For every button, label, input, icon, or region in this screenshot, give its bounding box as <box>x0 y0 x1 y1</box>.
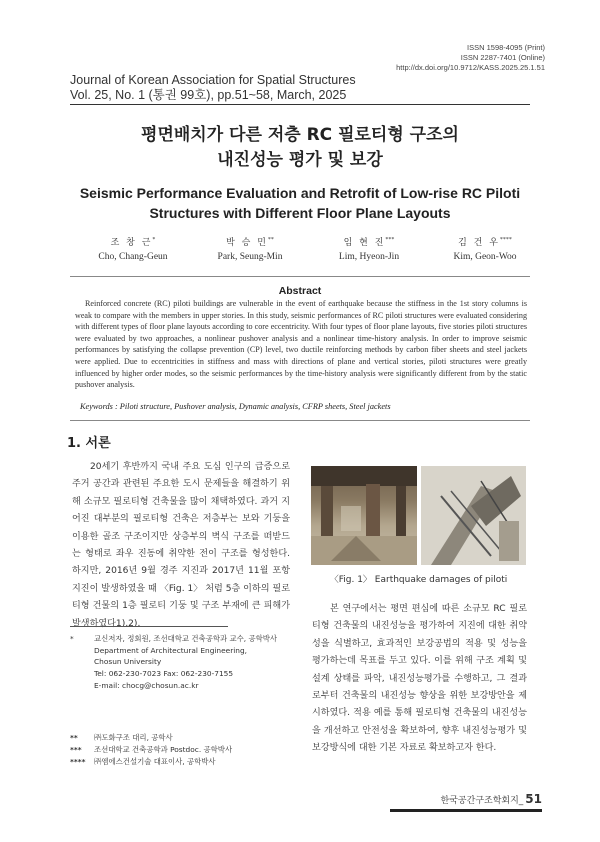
footnote-corresponding <box>70 633 295 692</box>
footnote-mark-4: **** <box>70 757 86 766</box>
author-2-kr: 박 승 민 <box>226 238 268 249</box>
abstract-rule-top <box>70 276 530 277</box>
abstract-text: Reinforced concrete (RC) piloti buildings are vulnerable in the event of earthquake because the stiffness in the 1st story columns is weak to compare with the members in upper stories. In this study, seismic performances of RC piloti structures were evaluated considering with different types of floor plane layouts according to core eccentricity. With four types of floor plane layouts, five stories piloti structures were evaluated by two approaches, a nonlinear pushover analysis and a nonlinear time-history analysis. In order to improve seismic performances by satisfying the collapse prevention (CP) level, two ductile reinforcing methods by carbon fiber sheets and steel jackets were applied. Due to eccentricities in stiffness and mass with directions of plane and vertical stories, piloti structures were greatly influenced by higher order modes, so the seismic performances by the time-history analysis were significantly different from by the static pushover analysis. <box>75 299 527 390</box>
issn-print: ISSN 1598-4095 (Print) <box>467 43 545 52</box>
volume-line: Vol. 25, No. 1 (통권 99호), pp.51~58, March, 2025 <box>70 88 347 102</box>
intro-paragraph-left <box>72 459 290 633</box>
footnote-tel: Tel: 062-230-7023 Fax: 062-230-7155 <box>94 669 234 679</box>
abstract-rule-bottom <box>70 420 530 421</box>
footer-journal: 한국공간구조학회지_ <box>440 796 524 806</box>
footnote-mark-3: *** <box>70 745 82 754</box>
author-3-mark: *** <box>385 237 395 243</box>
author-1-kr: 조 창 근 <box>110 238 153 249</box>
footnote-2 <box>70 732 295 744</box>
header-rule <box>70 104 530 105</box>
author-2-mark: ** <box>267 237 274 243</box>
earthquake-photo-right <box>421 466 526 565</box>
footnote-email: E-mail: chocg@chosun.ac.kr <box>94 680 199 690</box>
author-4 <box>425 233 545 264</box>
title-korean-line1: 평면배치가 다른 저층 RC 필로티형 구조의 <box>141 125 459 145</box>
footnote-corresponding-text: 교신저자, 정회원, 조선대학교 건축공학과 교수, 공학박사 <box>94 634 278 643</box>
title-english-line1: Seismic Performance Evaluation and Retrofit of Low-rise RC Piloti <box>79 185 521 201</box>
author-3-kr: 임 현 진 <box>343 238 386 249</box>
journal-name: Journal of Korean Association for Spatial Structures <box>70 73 356 87</box>
footnote-dept: Department of Architectural Engineering, <box>94 645 248 655</box>
footnote-2-text: ㈜도화구조 대리, 공학사 <box>94 733 173 742</box>
author-3 <box>309 233 429 264</box>
footnote-mark-2: ** <box>70 733 78 742</box>
author-1 <box>73 233 193 264</box>
title-english-line2: Structures with Different Floor Plane Layouts <box>149 205 451 221</box>
author-4-mark: **** <box>499 237 512 243</box>
author-2 <box>190 233 310 264</box>
title-korean-line2: 내진성능 평가 및 보강 <box>217 150 383 170</box>
abstract-heading: Abstract <box>278 285 322 297</box>
footnote-4 <box>70 756 295 768</box>
issn-online: ISSN 2287-7401 (Online) <box>460 53 545 62</box>
footnote-4-text: ㈜엠에스건설기술 대표이사, 공학박사 <box>94 757 216 766</box>
footnote-3 <box>70 744 295 756</box>
section-heading: 1. 서론 <box>67 436 111 451</box>
page-footer <box>441 792 542 806</box>
figure-1 <box>311 466 526 565</box>
page-number: 51 <box>525 792 542 806</box>
footnote-univ: Chosun University <box>94 657 162 667</box>
footer-bar <box>390 809 542 812</box>
author-4-kr: 김 건 우 <box>458 238 500 249</box>
author-1-en: Cho, Chang-Geun <box>98 252 168 263</box>
author-4-en: Kim, Geon-Woo <box>453 252 517 263</box>
author-3-en: Lim, Hyeon-Jin <box>338 252 400 263</box>
footnote-3-text: 조선대학교 건축공학과 Postdoc. 공학박사 <box>94 745 233 754</box>
keywords: Keywords : Piloti structure, Pushover analysis, Dynamic analysis, CFRP sheets, Steel jackets <box>80 402 391 411</box>
intro-right-text: 본 연구에서는 평면 편심에 따른 소규모 RC 필로티형 건축물의 내진성능을 평가하여 지진에 대한 취약성을 식별하고, 효과적인 보강공법의 적용 및 성능을 평가하는데 목표를 두고 있다. 이를 위해 구조 계획 및 설계 상태를 파악, 내진성능평가를 수행하고, 그 결과로부터 건축물의 내진성능 향상을 위한 보강방안을 제시하였다. 적용 예를 통해 필로티형 건축물의 내진성능을 개선하고 안전성을 확보하여, 향후 내진성능평가 및 보강방식에 대한 기본 자료로 확보하고자 한다. <box>312 604 527 754</box>
footnote-mark-1: * <box>70 634 74 643</box>
earthquake-photo-left <box>311 466 417 565</box>
figure-caption: 〈Fig. 1〉 Earthquake damages of piloti <box>329 575 508 585</box>
author-2-en: Park, Seung-Min <box>217 252 283 263</box>
author-1-mark: * <box>152 237 156 243</box>
doi-link[interactable]: http://dx.doi.org/10.9712/KASS.2025.25.1.51 <box>396 63 545 72</box>
footnote-rule <box>70 626 228 627</box>
intro-paragraph-right <box>312 601 527 758</box>
intro-left-text: 20세기 후반까지 국내 주요 도심 인구의 급증으로 주거 공간과 관련된 주요한 도시 문제들을 해결하기 위해 소규모 필로티형 건축물을 많이 채택하였다. 과거 지어진 대부분의 필로티형 건축은 저층부는 보와 기둥을 이용한 골조 구조이지만 상층부의 벽식 구조를 떠받드는 형태로 좌우 진동에 취약한 전이 구조를 형성한다. 하지만, 2016년 9월 경주 지진과 2017년 11월 포항 지진이 발생하였을 때 〈Fig. 1〉 처럼 5층 이하의 필로티형 건물의 1층 필로티 기둥 및 구조 부재에 큰 피해가 발생하였다1),2). <box>72 462 290 629</box>
